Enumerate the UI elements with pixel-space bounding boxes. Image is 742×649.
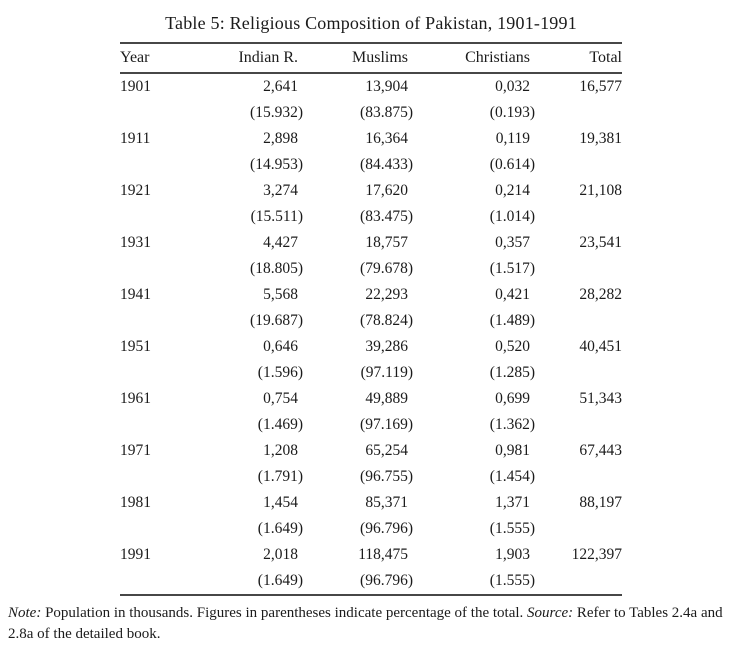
note-text: Population in thousands. Figures in parentheses indicate percentage of the total.: [45, 605, 524, 621]
col-header-indian-r: Indian R.: [188, 43, 298, 73]
footnote: [8, 603, 734, 645]
pct-value: (79.678): [360, 260, 413, 277]
total-cell-empty: [530, 464, 622, 490]
year-cell: 1931: [120, 234, 151, 251]
year-cell: 1961: [120, 390, 151, 407]
muslims-cell: 39,286: [365, 338, 408, 355]
total-cell: 19,381: [579, 130, 622, 147]
total-cell-empty: [530, 360, 622, 386]
year-cell-empty: [120, 412, 188, 438]
year-cell-empty: [120, 360, 188, 386]
total-cell-empty: [530, 412, 622, 438]
pct-value: (15.932): [250, 104, 303, 121]
muslims-pct-cell: [298, 360, 413, 386]
pct-value: (96.796): [360, 520, 413, 537]
pct-value: (14.953): [250, 156, 303, 173]
pct-value: (97.169): [360, 416, 413, 433]
total-cell-empty: [530, 152, 622, 178]
muslims-pct-cell: [298, 152, 413, 178]
indian-r-cell: 2,898: [263, 130, 298, 147]
christians-pct-cell: [408, 568, 535, 595]
pct-value: (1.555): [489, 572, 535, 589]
christians-cell: 1,903: [495, 546, 530, 563]
christians-cell: 0,032: [495, 78, 530, 95]
indian-r-cell: 5,568: [263, 286, 298, 303]
christians-pct-cell: [408, 412, 535, 438]
col-header-christians: Christians: [408, 43, 530, 73]
pct-value: (1.489): [489, 312, 535, 329]
pct-value: (96.755): [360, 468, 413, 485]
total-cell: 51,343: [579, 390, 622, 407]
year-cell: 1951: [120, 338, 151, 355]
pct-value: (1.596): [257, 364, 303, 381]
total-cell-empty: [530, 204, 622, 230]
year-cell-empty: [120, 152, 188, 178]
total-cell-empty: [530, 100, 622, 126]
table-value-row: [120, 178, 622, 204]
table-value-row: [120, 73, 622, 100]
pct-value: (0.614): [489, 156, 535, 173]
indian-r-pct-cell: [188, 464, 303, 490]
muslims-cell: 49,889: [365, 390, 408, 407]
indian-r-cell: 3,274: [263, 182, 298, 199]
table-value-row: [120, 126, 622, 152]
pct-value: (1.517): [489, 260, 535, 277]
christians-cell: 0,421: [495, 286, 530, 303]
indian-r-pct-cell: [188, 100, 303, 126]
table-value-row: [120, 542, 622, 568]
christians-cell: 1,371: [495, 494, 530, 511]
col-header-year: Year: [120, 43, 188, 73]
table-pct-row: [120, 568, 622, 595]
source-label: Source:: [527, 605, 574, 621]
table-pct-row: [120, 464, 622, 490]
indian-r-cell: 2,018: [263, 546, 298, 563]
indian-r-cell: 4,427: [263, 234, 298, 251]
christians-cell: 0,699: [495, 390, 530, 407]
muslims-cell: 118,475: [358, 546, 408, 563]
pct-value: (96.796): [360, 572, 413, 589]
total-cell: 28,282: [579, 286, 622, 303]
table-pct-row: [120, 100, 622, 126]
pct-value: (1.014): [489, 208, 535, 225]
total-cell-empty: [530, 308, 622, 334]
total-cell: 67,443: [579, 442, 622, 459]
table-pct-row: [120, 308, 622, 334]
table-value-row: [120, 230, 622, 256]
pct-value: (1.454): [489, 468, 535, 485]
indian-r-pct-cell: [188, 256, 303, 282]
total-cell-empty: [530, 516, 622, 542]
year-cell: 1921: [120, 182, 151, 199]
pct-value: (1.791): [257, 468, 303, 485]
muslims-pct-cell: [298, 568, 413, 595]
christians-cell: 0,981: [495, 442, 530, 459]
christians-pct-cell: [408, 516, 535, 542]
christians-pct-cell: [408, 360, 535, 386]
indian-r-cell: 0,646: [263, 338, 298, 355]
christians-cell: 0,357: [495, 234, 530, 251]
col-header-total: Total: [530, 43, 622, 73]
muslims-pct-cell: [298, 412, 413, 438]
pct-value: (15.511): [250, 208, 303, 225]
year-cell: 1911: [120, 130, 151, 147]
muslims-cell: 18,757: [365, 234, 408, 251]
table-value-row: [120, 438, 622, 464]
muslims-cell: 22,293: [365, 286, 408, 303]
muslims-cell: 13,904: [365, 78, 408, 95]
total-cell-empty: [530, 568, 622, 595]
muslims-cell: 16,364: [365, 130, 408, 147]
pct-value: (1.285): [489, 364, 535, 381]
christians-pct-cell: [408, 204, 535, 230]
indian-r-cell: 1,454: [263, 494, 298, 511]
christians-pct-cell: [408, 256, 535, 282]
pct-value: (97.119): [360, 364, 413, 381]
christians-pct-cell: [408, 152, 535, 178]
indian-r-pct-cell: [188, 516, 303, 542]
indian-r-pct-cell: [188, 152, 303, 178]
total-cell-empty: [530, 256, 622, 282]
total-cell: 40,451: [579, 338, 622, 355]
year-cell-empty: [120, 464, 188, 490]
year-cell: 1971: [120, 442, 151, 459]
year-cell-empty: [120, 204, 188, 230]
year-cell: 1941: [120, 286, 151, 303]
indian-r-pct-cell: [188, 568, 303, 595]
pct-value: (83.475): [360, 208, 413, 225]
indian-r-pct-cell: [188, 204, 303, 230]
year-cell-empty: [120, 256, 188, 282]
col-header-muslims: Muslims: [298, 43, 408, 73]
table-pct-row: [120, 152, 622, 178]
table-pct-row: [120, 516, 622, 542]
pct-value: (1.362): [489, 416, 535, 433]
year-cell: 1901: [120, 78, 151, 95]
christians-cell: 0,520: [495, 338, 530, 355]
indian-r-cell: 1,208: [263, 442, 298, 459]
total-cell: 21,108: [579, 182, 622, 199]
indian-r-cell: 0,754: [263, 390, 298, 407]
pct-value: (19.687): [250, 312, 303, 329]
christians-pct-cell: [408, 308, 535, 334]
pct-value: (1.469): [257, 416, 303, 433]
year-cell-empty: [120, 516, 188, 542]
muslims-pct-cell: [298, 308, 413, 334]
table-value-row: [120, 282, 622, 308]
year-cell-empty: [120, 100, 188, 126]
muslims-pct-cell: [298, 204, 413, 230]
indian-r-cell: 2,641: [263, 78, 298, 95]
total-cell: 88,197: [579, 494, 622, 511]
table-value-row: [120, 334, 622, 360]
year-cell: 1991: [120, 546, 151, 563]
note-label: Note:: [8, 605, 42, 621]
total-cell: 122,397: [571, 546, 622, 563]
total-cell: 16,577: [579, 78, 622, 95]
year-cell-empty: [120, 568, 188, 595]
pct-value: (78.824): [360, 312, 413, 329]
pct-value: (84.433): [360, 156, 413, 173]
table-header-row: [120, 43, 622, 73]
pct-value: (1.555): [489, 520, 535, 537]
pct-value: (18.805): [250, 260, 303, 277]
muslims-pct-cell: [298, 100, 413, 126]
table-value-row: [120, 386, 622, 412]
table-value-row: [120, 490, 622, 516]
pct-value: (1.649): [257, 572, 303, 589]
christians-cell: 0,119: [495, 130, 530, 147]
muslims-pct-cell: [298, 464, 413, 490]
muslims-pct-cell: [298, 256, 413, 282]
pct-value: (1.649): [257, 520, 303, 537]
christians-pct-cell: [408, 100, 535, 126]
total-cell: 23,541: [579, 234, 622, 251]
year-cell-empty: [120, 308, 188, 334]
muslims-cell: 85,371: [365, 494, 408, 511]
christians-pct-cell: [408, 464, 535, 490]
religious-composition-table: [120, 42, 622, 596]
indian-r-pct-cell: [188, 360, 303, 386]
table-pct-row: [120, 360, 622, 386]
christians-cell: 0,214: [495, 182, 530, 199]
indian-r-pct-cell: [188, 308, 303, 334]
muslims-pct-cell: [298, 516, 413, 542]
table-pct-row: [120, 256, 622, 282]
table-pct-row: [120, 204, 622, 230]
indian-r-pct-cell: [188, 412, 303, 438]
table-pct-row: [120, 412, 622, 438]
muslims-cell: 65,254: [365, 442, 408, 459]
year-cell: 1981: [120, 494, 151, 511]
pct-value: (0.193): [489, 104, 535, 121]
table-title: Table 5: Religious Composition of Pakistan, 1901-1991: [165, 13, 577, 33]
muslims-cell: 17,620: [365, 182, 408, 199]
pct-value: (83.875): [360, 104, 413, 121]
source-text: Refer to Tables 2.4a and 2.8a of the detailed book.: [8, 605, 723, 642]
